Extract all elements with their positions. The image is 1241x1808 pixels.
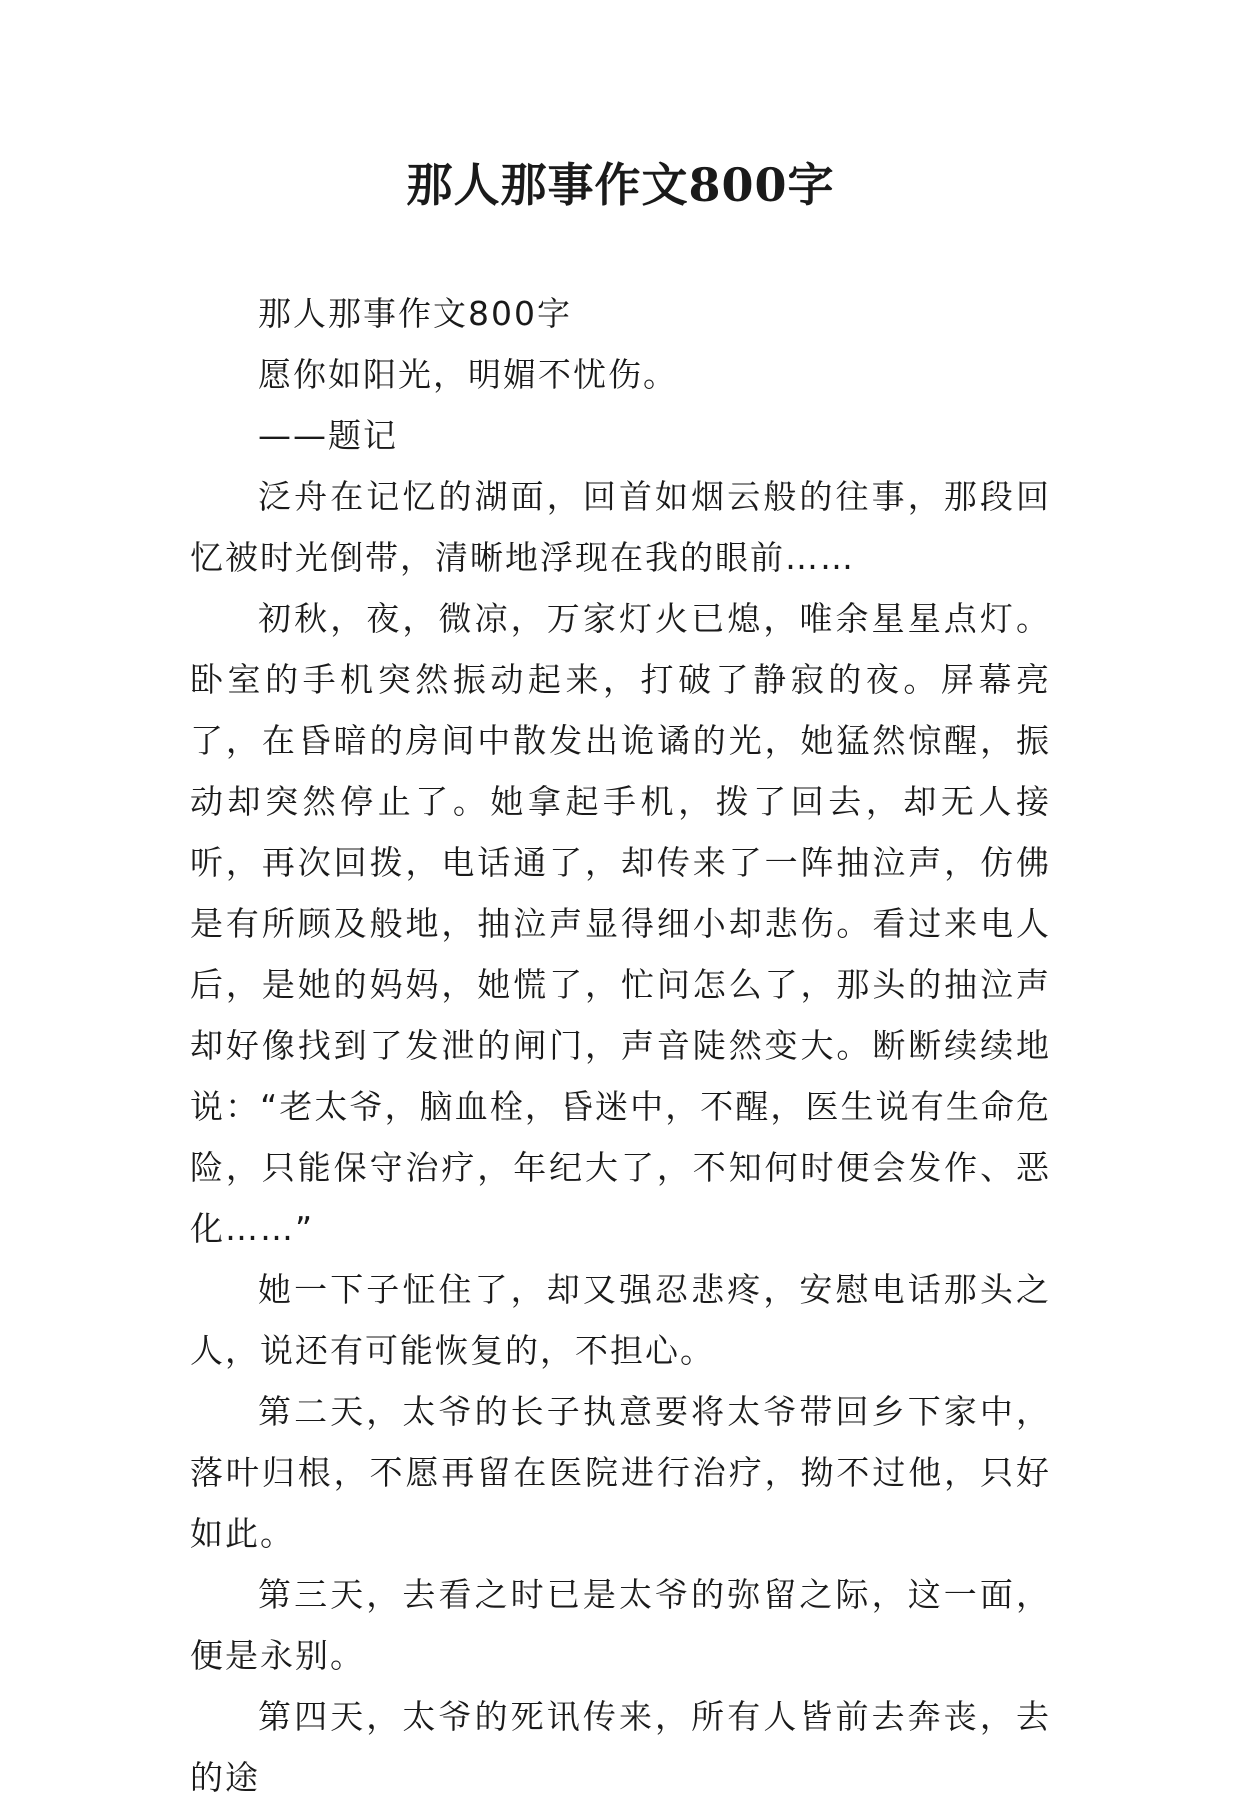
paragraph-intro: 泛舟在记忆的湖面，回首如烟云般的往事，那段回忆被时光倒带，清晰地浮现在我的眼前…… [190,477,1051,577]
paragraph-day-four: 第四天，太爷的死讯传来，所有人皆前去奔丧，去的途 [190,1697,1051,1797]
paragraph-epigraph-note: ——题记 [258,416,398,455]
paragraph-day-two: 第二天，太爷的长子执意要将太爷带回乡下家中，落叶归根，不愿再留在医院进行治疗，拗不过他，只好如此。 [190,1392,1051,1553]
paragraph-epigraph: 愿你如阳光，明媚不忧伤。 [258,355,678,394]
paragraph-night-call: 初秋，夜，微凉，万家灯火已熄，唯余星星点灯。卧室的手机突然振动起来，打破了静寂的夜。屏幕亮了，在昏暗的房间中散发出诡谲的光，她猛然惊醒，振动却突然停止了。她拿起手机，拨了回去，却无人接听，再次回拨，电话通了，却传来了一阵抽泣声，仿佛是有所顾及般地，抽泣声显得细小却悲伤。看过来电人后，是她的妈妈，她慌了，忙问怎么了，那头的抽泣声却好像找到了发泄的闸门，声音陡然变大。断断续续地说：“老太爷，脑血栓，昏迷中，不醒，医生说有生命危险，只能保守治疗，年纪大了，不知何时便会发作、恶化……” [190,599,1051,1248]
paragraph-subtitle: 那人那事作文800字 [258,294,572,333]
paragraph-comfort: 她一下子怔住了，却又强忍悲疼，安慰电话那头之人，说还有可能恢复的，不担心。 [190,1270,1051,1370]
document-title: 那人那事作文800字 [406,158,835,212]
document-body [190,283,1051,1808]
paragraph-day-three: 第三天，去看之时已是太爷的弥留之际，这一面，便是永别。 [190,1575,1051,1675]
